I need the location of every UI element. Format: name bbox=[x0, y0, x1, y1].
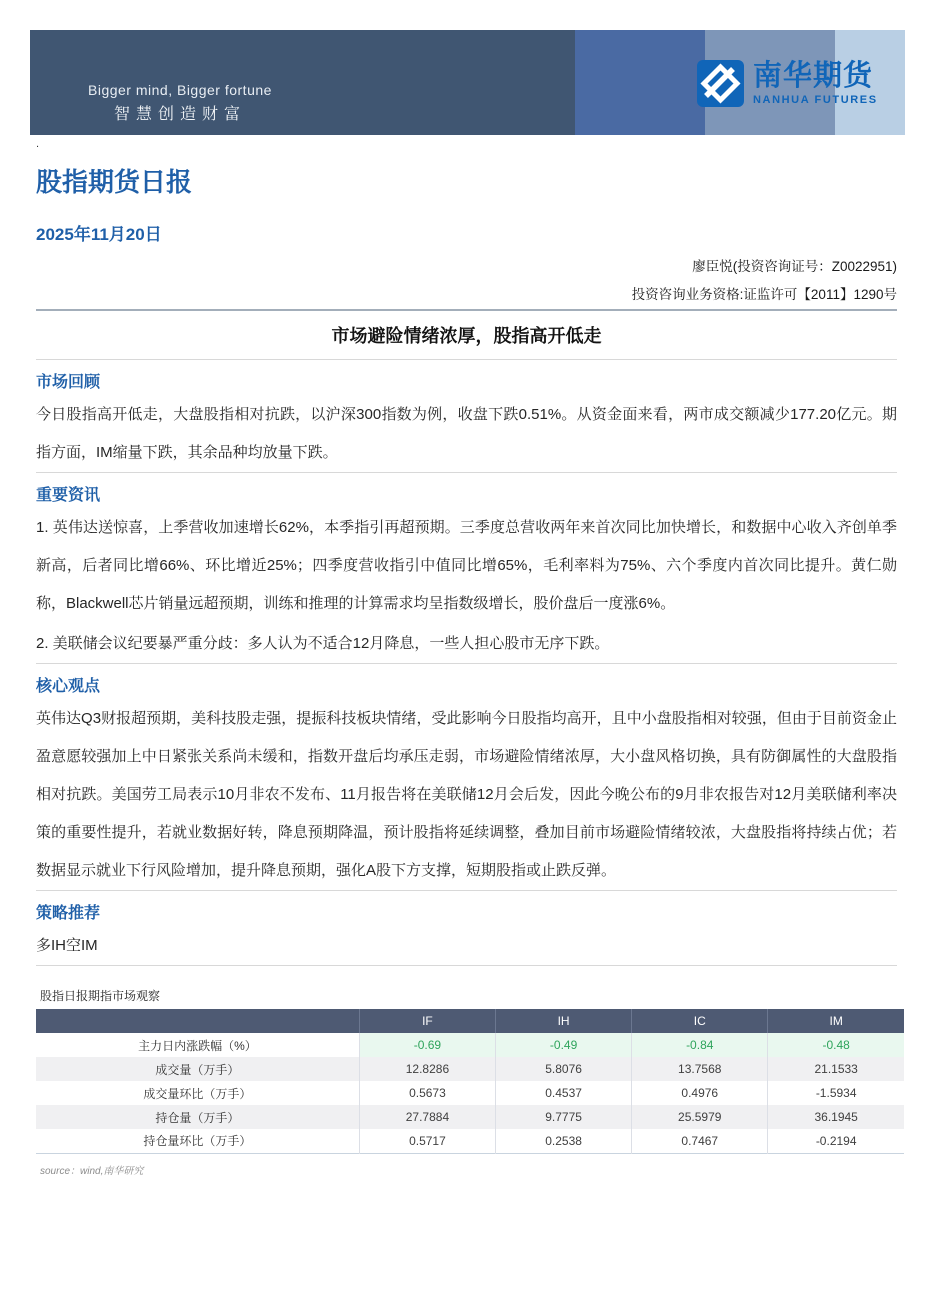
divider-after-review bbox=[36, 472, 897, 473]
cell-value: -0.48 bbox=[768, 1033, 904, 1057]
report-date: 2025年11月20日 bbox=[36, 225, 162, 244]
row-label: 成交量（万手） bbox=[36, 1057, 359, 1081]
cell-value: 12.8286 bbox=[359, 1057, 495, 1081]
cell-value: 21.1533 bbox=[768, 1057, 904, 1081]
cell-value: 0.4537 bbox=[496, 1081, 632, 1105]
row-label: 成交量环比（万手） bbox=[143, 1086, 252, 1101]
stray-mark: . bbox=[36, 138, 40, 150]
core-view-paragraph: 英伟达Q3财报超预期，美科技股走强，提振科技板块情绪，受此影响今日股指均高开，且中小盘股指相对较强，但由于目前资金止盈意愿较强加上中日紧张关系尚未缓和，指数开盘后均承压走弱，市场避险情绪浓厚，大小盘风格切换，具有防御属性的大盘股指相对抗跌。美国劳工局表示10月非农不发布、11月报告将在美联储12月会后发，因此今晚公布的9月非农报告对12月美联储利率决策的重要性提升，若就业数据好转，降息预期降温，预计股指将延续调整，叠加目前市场避险情绪较浓，大盘股指将持续占优；若数据显示就业下行风险增加，提升降息预期，强化A股下方支撑，短期股指或止跌反弹。 bbox=[36, 710, 897, 879]
market-review-paragraph: 今日股指高开低走，大盘股指相对抗跌，以沪深300指数为例，收盘下跌0.51%。从资金面来看，两市成交额减少177.20亿元。期指方面，IM缩量下跌，其余品种均放量下跌。 bbox=[36, 406, 897, 461]
cell-value: 0.4976 bbox=[632, 1081, 768, 1105]
cell-value: 0.2538 bbox=[496, 1129, 632, 1153]
table-header-row bbox=[36, 1009, 904, 1033]
section-body-core-view bbox=[36, 700, 897, 890]
brand-slogan bbox=[88, 82, 272, 124]
top-banner bbox=[30, 30, 905, 135]
cell-value: -1.5934 bbox=[768, 1081, 904, 1105]
cell-value: -0.69 bbox=[359, 1033, 495, 1057]
divider-after-strategy bbox=[36, 965, 897, 966]
row-label: 主力日内涨跌幅（%） bbox=[36, 1033, 359, 1057]
nanhua-logo-icon bbox=[697, 60, 744, 107]
row-label: 持仓量（万手） bbox=[36, 1105, 359, 1129]
table-title: 股指日报期指市场观察 bbox=[40, 989, 161, 1003]
table-header-im: IM bbox=[768, 1009, 904, 1033]
logo-text bbox=[753, 60, 878, 106]
slogan-english: Bigger mind, Bigger fortune bbox=[88, 82, 272, 98]
table-row bbox=[36, 1033, 904, 1057]
divider-after-news bbox=[36, 663, 897, 664]
cell-value: 9.7775 bbox=[496, 1105, 632, 1129]
divider-under-headline bbox=[36, 359, 897, 360]
table-header-ic: IC bbox=[632, 1009, 768, 1033]
strategy-recommendation: 多IH空IM bbox=[36, 937, 98, 954]
news-item-2: 2. 美联储会议纪要暴严重分歧：多人认为不适合12月降息，一些人担心股市无序下跌。 bbox=[36, 635, 610, 652]
business-qualification: 投资咨询业务资格:证监许可【2011】1290号 bbox=[631, 287, 897, 302]
report-title: 股指期货日报 bbox=[36, 167, 193, 197]
nanhua-futures-logo bbox=[697, 60, 878, 107]
table-row bbox=[36, 1081, 904, 1105]
cell-value: 13.7568 bbox=[632, 1057, 768, 1081]
logo-chinese-name: 南华期货 bbox=[753, 60, 874, 92]
section-body-market-review bbox=[36, 396, 897, 472]
report-headline: 市场避险情绪浓厚，股指高开低走 bbox=[331, 326, 602, 346]
slogan-chinese: 智慧创造财富 bbox=[113, 106, 246, 123]
author-block bbox=[36, 253, 897, 309]
cell-value: -0.84 bbox=[632, 1033, 768, 1057]
banner-stripe-medium-blue bbox=[575, 30, 705, 135]
cell-value: 5.8076 bbox=[496, 1057, 632, 1081]
cell-value: 25.5979 bbox=[632, 1105, 768, 1129]
section-heading-core-view: 核心观点 bbox=[36, 678, 101, 695]
cell-value: 0.5673 bbox=[359, 1081, 495, 1105]
futures-market-observation-table bbox=[36, 1009, 904, 1154]
table-source-note: source：wind,南华研究 bbox=[40, 1165, 144, 1177]
table-row bbox=[36, 1105, 904, 1129]
section-heading-strategy: 策略推荐 bbox=[36, 905, 101, 922]
section-body-important-news bbox=[36, 509, 897, 663]
divider-after-view bbox=[36, 890, 897, 891]
table-header-empty bbox=[36, 1009, 359, 1033]
table-row bbox=[36, 1129, 904, 1153]
section-heading-important-news: 重要资讯 bbox=[36, 487, 101, 504]
analyst-credential: 廖臣悦(投资咨询证号：Z0022951) bbox=[692, 259, 897, 274]
cell-value: -0.2194 bbox=[768, 1129, 904, 1153]
report-body bbox=[36, 165, 897, 1177]
table-header-ih: IH bbox=[496, 1009, 632, 1033]
cell-value: 0.7467 bbox=[632, 1129, 768, 1153]
cell-value: -0.49 bbox=[496, 1033, 632, 1057]
table-header-if: IF bbox=[359, 1009, 495, 1033]
table-row bbox=[36, 1057, 904, 1081]
logo-english-name: NANHUA FUTURES bbox=[753, 94, 878, 106]
cell-value: 27.7884 bbox=[359, 1105, 495, 1129]
section-body-strategy bbox=[36, 927, 897, 965]
banner-dark-panel bbox=[30, 30, 575, 135]
cell-value: 36.1945 bbox=[768, 1105, 904, 1129]
section-heading-market-review: 市场回顾 bbox=[36, 374, 101, 391]
cell-value: 0.5717 bbox=[359, 1129, 495, 1153]
news-item-1: 1. 英伟达送惊喜，上季营收加速增长62%，本季指引再超预期。三季度总营收两年来首次同比加快增长，和数据中心收入齐创单季新高，后者同比增66%、环比增近25%；四季度营收指引中值同比增65%，毛利率料为75%、六个季度内首次同比提升。黄仁勋称，Blackwell芯片销量远超预期，训练和推理的计算需求均呈指数级增长，股价盘后一度涨6%。 bbox=[36, 519, 897, 612]
divider-under-author bbox=[36, 309, 897, 311]
row-label: 持仓量环比（万手） bbox=[143, 1134, 252, 1149]
